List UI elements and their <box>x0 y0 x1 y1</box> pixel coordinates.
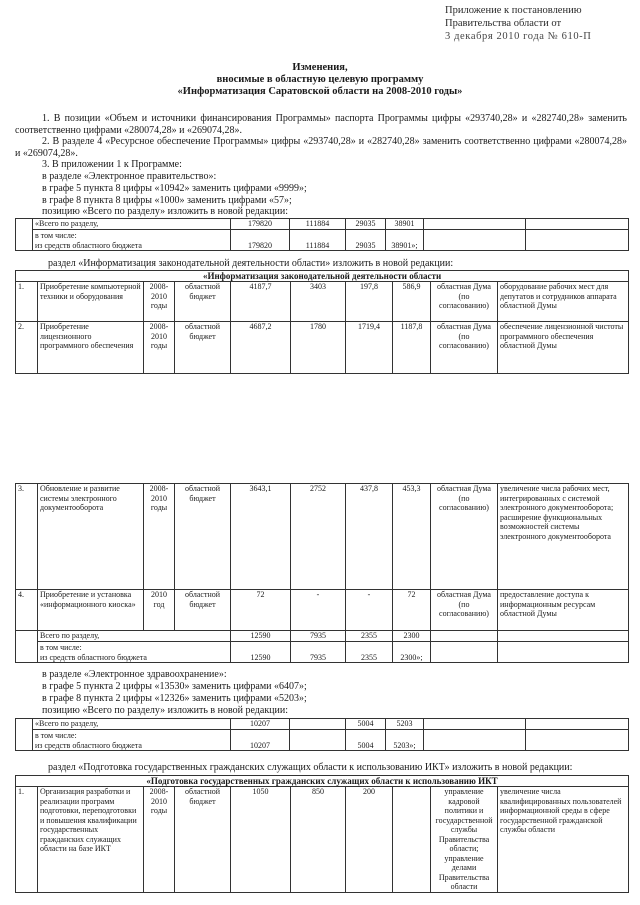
cell-total: 12590 <box>231 642 291 663</box>
row-2008: 1780 <box>291 322 346 374</box>
row-number: 3. <box>16 484 38 590</box>
egov-total-line: позицию «Всего по разделу» изложить в новой редакции: <box>42 206 289 217</box>
appendix-line-1: Приложение к постановлению <box>445 5 582 16</box>
row-total: 72 <box>231 590 291 631</box>
cell-2010: 2300»; <box>393 642 431 663</box>
cell-2008: 111884 <box>290 230 346 251</box>
row-result: предоставление доступа к информационным ресурсам областной Думы <box>498 590 629 631</box>
row-2008: 850 <box>291 787 346 893</box>
row-2010: 1187,8 <box>393 322 431 374</box>
health-col8-line: в графе 8 пункта 2 цифры «12326» заменить цифрами «5203»; <box>42 693 307 704</box>
cell-total: 10207 <box>231 719 290 730</box>
row-2009: 437,8 <box>346 484 393 590</box>
row-number: 2. <box>16 322 38 374</box>
row-executor: управление кадровой политики и государственной службы Правительства области; управление делами Правительства области <box>431 787 498 893</box>
table-row <box>16 219 629 230</box>
title-line-3: «Информатизация Саратовской области на 2008-2010 годы» <box>177 86 463 97</box>
egov-total-table <box>15 218 629 251</box>
table-row <box>16 719 629 730</box>
legis-table-part2 <box>15 483 629 663</box>
table-row <box>16 590 629 631</box>
health-section-line: в разделе «Электронное здравоохранение»: <box>42 669 227 680</box>
paragraph-1-text: 1. В позиции «Объем и источники финансирования Программы» паспорта Программы цифры «293740,28» и «282740,28» заменить соответственно цифрами «280074,28» и «269074,28». <box>15 113 627 136</box>
total-label: Всего по разделу, <box>38 631 231 642</box>
row-2010 <box>393 787 431 893</box>
cell-2008 <box>290 730 346 751</box>
row-number: 1. <box>16 787 38 893</box>
cell-2009: 5004 <box>346 730 386 751</box>
row-total: 1050 <box>231 787 291 893</box>
table-row <box>16 642 629 663</box>
table-header-row <box>16 271 629 282</box>
egov-col5-line: в графе 5 пункта 8 цифры «10942» заменить цифрами «9999»; <box>42 183 307 194</box>
cell-2008: 7935 <box>291 631 346 642</box>
row-2009: 197,8 <box>346 282 393 322</box>
cell-2010: 38901 <box>386 219 424 230</box>
row-period: 2008-2010 годы <box>144 282 175 322</box>
row-source: областной бюджет <box>175 282 231 322</box>
row-total: 4687,2 <box>231 322 291 374</box>
row-source: областной бюджет <box>175 590 231 631</box>
cell-2010: 5203»; <box>386 730 424 751</box>
health-col5-line: в графе 5 пункта 2 цифры «13530» заменить цифрами «6407»; <box>42 681 307 692</box>
row-name: Приобретение компьютерной техники и оборудования <box>38 282 144 322</box>
budget-label: в том числе: из средств областного бюджета <box>33 730 231 751</box>
title-line-2: вносимые в областную целевую программу <box>216 74 424 85</box>
cell-total: 10207 <box>231 730 290 751</box>
row-result: обеспечение лицензионной чистоты программного обеспечения областной Думы <box>498 322 629 374</box>
table-row <box>16 322 629 374</box>
row-source: областной бюджет <box>175 787 231 893</box>
egov-section-line: в разделе «Электронное правительство»: <box>42 171 217 182</box>
ict-table <box>15 775 629 893</box>
cell-2010: 2300 <box>393 631 431 642</box>
table-row <box>16 230 629 251</box>
ict-intro-line: раздел «Подготовка государственных гражданских служащих области к использованию ИКТ» изложить в новой редакции: <box>48 762 573 773</box>
cell-2010: 5203 <box>386 719 424 730</box>
cell-2009: 29035 <box>346 219 386 230</box>
table-row <box>16 484 629 590</box>
cell-2008: 7935 <box>291 642 346 663</box>
total-label: «Всего по разделу, <box>33 219 231 230</box>
row-name: Приобретение лицензионного программного обеспечения <box>38 322 144 374</box>
table-row <box>16 631 629 642</box>
row-period: 2008-2010 годы <box>144 322 175 374</box>
row-period: 2010 год <box>144 590 175 631</box>
row-source: областной бюджет <box>175 484 231 590</box>
section-header: «Информатизация законодательной деятельности области <box>16 271 629 282</box>
row-result: оборудование рабочих мест для депутатов и сотрудников аппарата областной Думы <box>498 282 629 322</box>
row-name: Организация разработки и реализации программ подготовки, переподготовки и повышения квалификации государственных гражданских служащих области на базе ИКТ <box>38 787 144 893</box>
paragraph-2-text: 2. В разделе 4 «Ресурсное обеспечение Программы» цифры «293740,28» и «282740,28» заменить соответственно цифрами «280074,28» и «269074,28». <box>15 136 627 159</box>
table-row <box>16 787 629 893</box>
row-2008: - <box>291 590 346 631</box>
row-2010: 453,3 <box>393 484 431 590</box>
budget-label: в том числе: из средств областного бюджета <box>33 230 231 251</box>
legis-intro-line: раздел «Информатизация законодательной деятельности области» изложить в новой редакции: <box>48 258 454 269</box>
row-source: областной бюджет <box>175 322 231 374</box>
appendix-date: 3 декабря 2010 года № 610-П <box>445 31 592 42</box>
paragraph-2 <box>15 136 627 159</box>
cell-2008: 111884 <box>290 219 346 230</box>
row-period: 2008-2010 годы <box>144 787 175 893</box>
row-number: 4. <box>16 590 38 631</box>
document-title <box>0 62 640 98</box>
cell-2009: 5004 <box>346 719 386 730</box>
cell-2009: 29035 <box>346 230 386 251</box>
cell-2009: 2355 <box>346 631 393 642</box>
table-header-row <box>16 776 629 787</box>
legis-table-part1 <box>15 270 629 374</box>
appendix-line-2: Правительства области от <box>445 18 562 29</box>
row-2008: 3403 <box>291 282 346 322</box>
row-total: 3643,1 <box>231 484 291 590</box>
row-result: увеличение числа рабочих мест, интегрированных с системой электронного документооборота; расширение функциональных возможностей системы электронного документооборота <box>498 484 629 590</box>
cell-total: 12590 <box>231 631 291 642</box>
budget-label: в том числе: из средств областного бюджета <box>38 642 231 663</box>
table-row <box>16 730 629 751</box>
row-executor: областная Дума (по согласованию) <box>431 282 498 322</box>
row-total: 4187,7 <box>231 282 291 322</box>
row-executor: областная Дума (по согласованию) <box>431 590 498 631</box>
row-number: 1. <box>16 282 38 322</box>
paragraph-3: 3. В приложении 1 к Программе: <box>42 159 182 170</box>
total-label: «Всего по разделу, <box>33 719 231 730</box>
egov-col8-line: в графе 8 пункта 8 цифры «1000» заменить цифрами «57»; <box>42 195 292 206</box>
health-total-line: позицию «Всего по разделу» изложить в новой редакции: <box>42 705 289 716</box>
title-line-1: Изменения, <box>292 62 348 73</box>
row-2009: 200 <box>346 787 393 893</box>
row-2010: 72 <box>393 590 431 631</box>
row-period: 2008-2010 годы <box>144 484 175 590</box>
cell-total: 179820 <box>231 230 290 251</box>
paragraph-1 <box>15 113 627 136</box>
section-header: «Подготовка государственных гражданских служащих области к использованию ИКТ <box>16 776 629 787</box>
cell-2010: 38901»; <box>386 230 424 251</box>
cell-2009: 2355 <box>346 642 393 663</box>
health-total-table <box>15 718 629 751</box>
row-name: Обновление и развитие системы электронного документооборота <box>38 484 144 590</box>
table-row <box>16 282 629 322</box>
row-2010: 586,9 <box>393 282 431 322</box>
row-name: Приобретение и установка «информационного киоска» <box>38 590 144 631</box>
row-executor: областная Дума (по согласованию) <box>431 484 498 590</box>
cell-total: 179820 <box>231 219 290 230</box>
row-executor: областная Дума (по согласованию) <box>431 322 498 374</box>
row-2009: - <box>346 590 393 631</box>
row-result: увеличение числа квалифицированных пользователей информационной среды в сфере государственной гражданской службы области <box>498 787 629 893</box>
appendix-note <box>445 4 591 43</box>
cell-2008 <box>290 719 346 730</box>
row-2009: 1719,4 <box>346 322 393 374</box>
row-2008: 2752 <box>291 484 346 590</box>
